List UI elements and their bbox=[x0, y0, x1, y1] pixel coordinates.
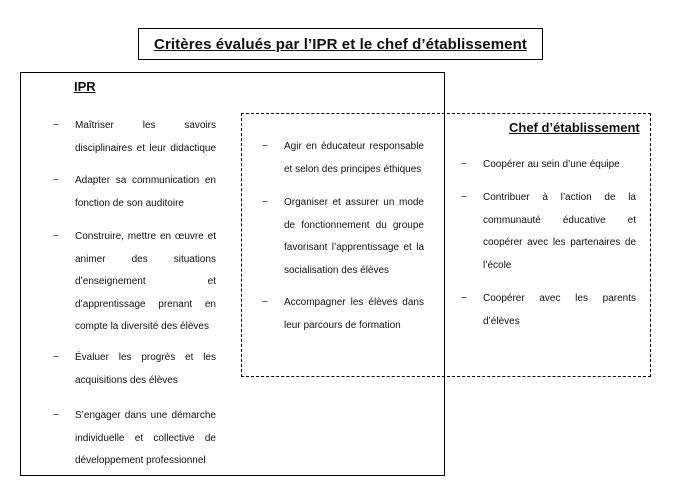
shared-item-text: Organiser et assurer un mode de fonctionnement du groupe favorisant l’apprentissage et la socialisation des élèves bbox=[284, 197, 424, 276]
chef-item-text: Contribuer à l’action de la communauté éducative et coopérer avec les partenaires de l’école bbox=[483, 192, 636, 271]
ipr-item bbox=[53, 347, 216, 392]
chef-item bbox=[461, 154, 636, 177]
bullet-dash: − bbox=[53, 231, 59, 242]
ipr-heading: IPR bbox=[74, 79, 96, 94]
bullet-dash: − bbox=[262, 141, 268, 152]
chef-heading: Chef d’établissement bbox=[509, 120, 640, 135]
ipr-item bbox=[53, 226, 216, 339]
shared-item bbox=[262, 292, 424, 337]
shared-item-text: Accompagner les élèves dans leur parcours de formation bbox=[284, 297, 424, 331]
bullet-dash: − bbox=[53, 120, 59, 131]
bullet-dash: − bbox=[53, 175, 59, 186]
bullet-dash: − bbox=[461, 293, 467, 304]
chef-item-text: Coopérer au sein d’une équipe bbox=[483, 159, 620, 170]
ipr-item-text: Maîtriser les savoirs disciplinaires et leur didactique bbox=[75, 120, 216, 154]
ipr-item-text: Construire, mettre en œuvre et animer des situations d’enseignement et d’apprentissage prenant en compte la diversité des élèves bbox=[75, 231, 216, 332]
title-box bbox=[138, 28, 543, 60]
shared-item bbox=[262, 136, 424, 181]
ipr-item bbox=[53, 115, 216, 160]
shared-item-text: Agir en éducateur responsable et selon des principes éthiques bbox=[284, 141, 424, 175]
bullet-dash: − bbox=[53, 352, 59, 363]
bullet-dash: − bbox=[53, 410, 59, 421]
ipr-item bbox=[53, 170, 216, 215]
chef-item bbox=[461, 187, 636, 277]
ipr-item-text: Évaluer les progrès et les acquisitions des élèves bbox=[75, 352, 216, 386]
bullet-dash: − bbox=[461, 159, 467, 170]
bullet-dash: − bbox=[262, 297, 268, 308]
diagram-title: Critères évalués par l’IPR et le chef d’établissement bbox=[154, 35, 527, 53]
ipr-item bbox=[53, 405, 216, 473]
ipr-item-text: S’engager dans une démarche individuelle et collective de développement professionnel bbox=[75, 410, 216, 466]
shared-item bbox=[262, 192, 424, 282]
chef-item-text: Coopérer avec les parents d’élèves bbox=[483, 293, 636, 327]
ipr-item-text: Adapter sa communication en fonction de son auditoire bbox=[75, 175, 216, 209]
bullet-dash: − bbox=[262, 197, 268, 208]
bullet-dash: − bbox=[461, 192, 467, 203]
chef-item bbox=[461, 288, 636, 333]
